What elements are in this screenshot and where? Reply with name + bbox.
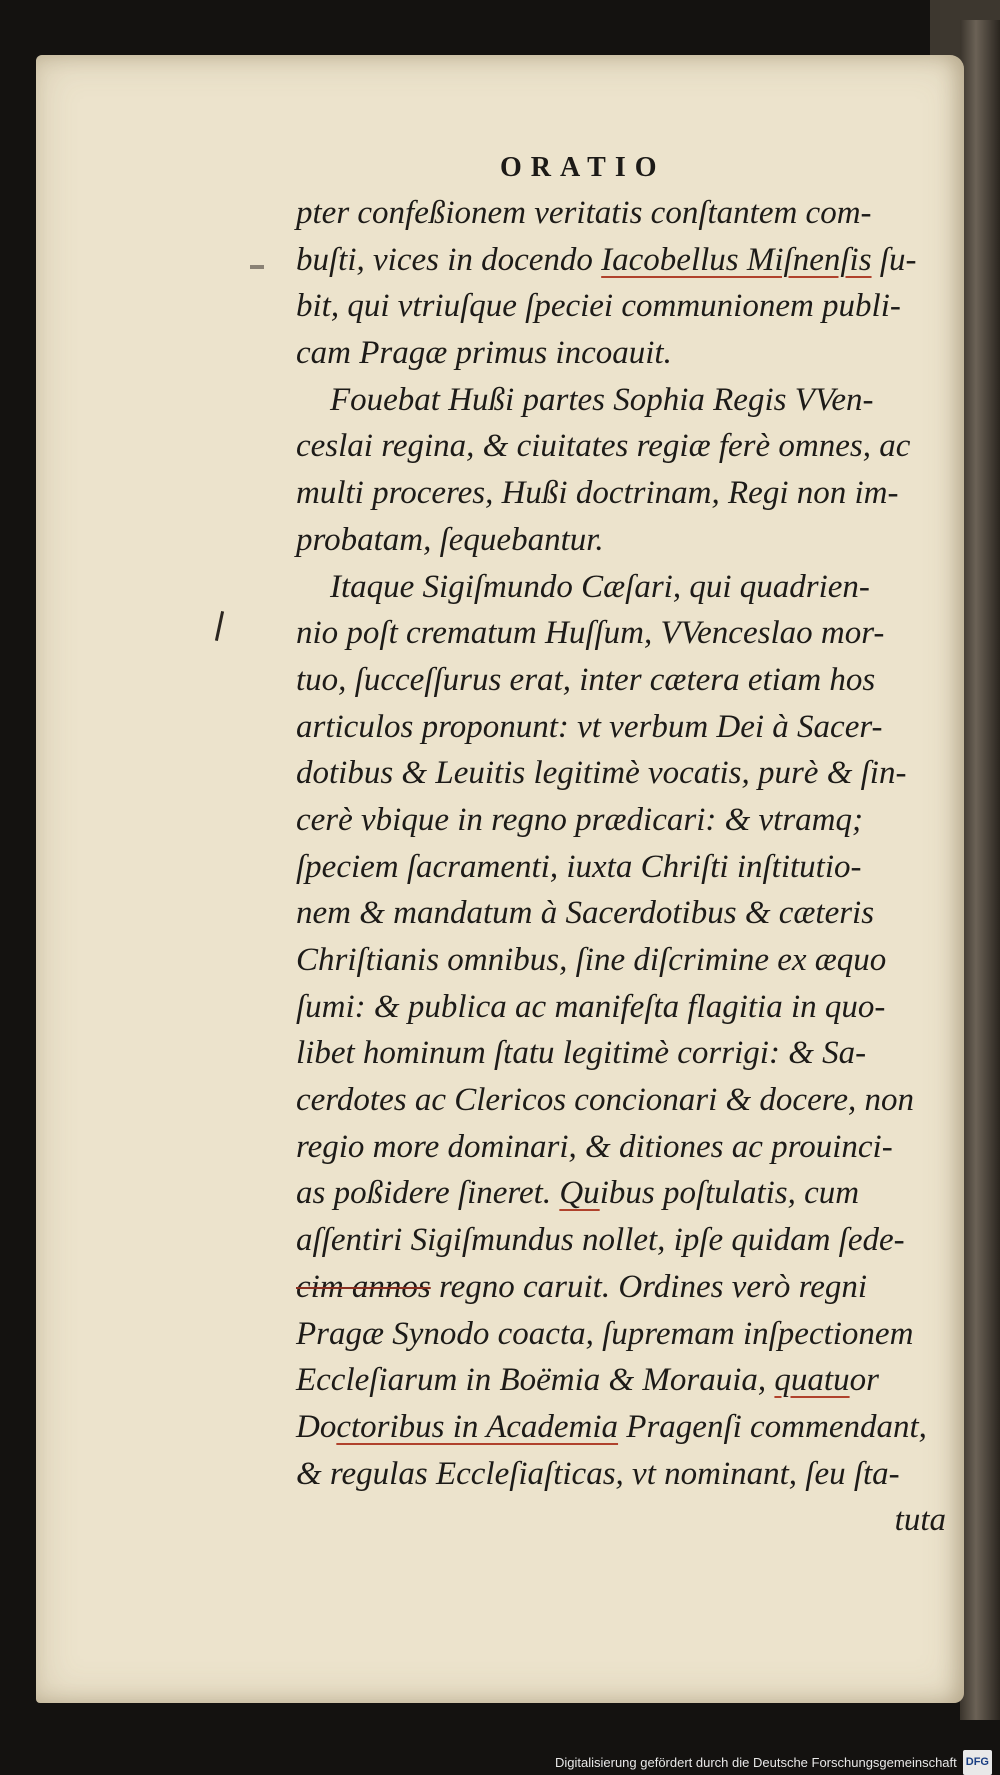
text-span: nem & mandatum à Sacerdotibus & cæteris <box>296 895 875 932</box>
text-line <box>296 283 956 330</box>
text-span: cerdotes ac Clericos concionari & docere, non <box>296 1082 914 1119</box>
text-line <box>296 237 956 284</box>
text-span: or <box>849 1362 879 1399</box>
text-span: ſpeciem ſacramenti, iuxta Chriſti inſtitutio- <box>296 848 862 885</box>
text-line <box>296 750 956 797</box>
text-span: buſti, vices in docendo <box>296 241 602 278</box>
text-line <box>296 657 956 704</box>
text-line <box>296 937 956 984</box>
text-line <box>296 1170 956 1217</box>
text-line <box>296 1497 956 1544</box>
text-line <box>296 984 956 1031</box>
margin-mark-dash <box>250 265 264 269</box>
text-line <box>296 890 956 937</box>
text-line <box>296 1124 956 1171</box>
text-span: & regulas Eccleſiaſticas, vt nominant, ſeu ſta- <box>296 1455 900 1492</box>
text-span: libet hominum ſtatu legitimè corrigi: & Sa- <box>296 1035 867 1072</box>
text-line <box>296 190 956 237</box>
text-span: Pragæ Synodo coacta, ſupremam inſpectionem <box>296 1315 914 1352</box>
underlined-text: ctoribus in Academia <box>336 1408 619 1445</box>
book-spine-edge <box>960 20 1000 1720</box>
text-line <box>296 330 956 377</box>
text-span: Chriſtianis omnibus, ſine diſcrimine ex æquo <box>296 942 887 978</box>
text-span: bit, qui vtriuſque ſpeciei communionem publi- <box>296 288 901 325</box>
text-span: regno caruit. Ordines verò regni <box>430 1268 868 1305</box>
text-line <box>296 423 956 470</box>
text-span: Fouebat Hußi partes Sophia Regis VVen- <box>330 381 874 418</box>
text-span: Do <box>296 1408 337 1445</box>
text-span: aſſentiri Sigiſmundus nollet, ipſe quidam ſede- <box>296 1222 905 1259</box>
dfg-logo: DFG <box>963 1750 992 1775</box>
text-span: Eccleſiarum in Boëmia & Morauia, <box>296 1362 775 1399</box>
text-line <box>296 1217 956 1264</box>
text-span: multi proceres, Hußi doctrinam, Regi non im- <box>296 475 899 512</box>
text-span: Pragenſi commendant, <box>618 1408 927 1445</box>
underlined-text: quatu <box>774 1362 850 1399</box>
struck-text: cim annos <box>296 1268 431 1305</box>
text-line <box>296 564 956 611</box>
text-span: tuta <box>894 1502 946 1539</box>
text-line <box>296 1404 956 1451</box>
text-span: cerè vbique in regno prædicari: & vtramq; <box>296 801 863 838</box>
text-line <box>296 1264 956 1311</box>
text-span: dotibus & Leuitis legitimè vocatis, purè & ſin- <box>296 755 907 792</box>
text-line <box>296 1311 956 1358</box>
text-line <box>296 1357 956 1404</box>
text-line <box>296 1030 956 1077</box>
text-line <box>296 704 956 751</box>
underlined-text: Iacobellus Miſnenſis <box>601 241 872 278</box>
text-span: probatam, ſequebantur. <box>296 521 604 558</box>
text-span: cam Pragæ primus incoauit. <box>296 335 672 372</box>
digitization-footer <box>0 1750 1000 1773</box>
running-head: ORATIO <box>500 152 666 183</box>
text-line <box>296 1077 956 1124</box>
text-span: pter confeßionem veritatis conſtantem com- <box>296 195 872 231</box>
footer-credit-text: Digitalisierung gefördert durch die Deutsche Forschungsgemeinschaft <box>554 1755 957 1771</box>
text-span: ſu- <box>871 241 917 278</box>
text-span: nio poſt crematum Huſſum, VVenceslao mor- <box>296 615 885 652</box>
underlined-text: Qu <box>559 1175 600 1212</box>
text-span: regio more dominari, & ditiones ac prouinci- <box>296 1128 893 1165</box>
text-span: as poßidere ſineret. <box>296 1175 560 1212</box>
text-line <box>296 610 956 657</box>
text-span: tuo, ſucceſſurus erat, inter cætera etiam hos <box>296 661 876 698</box>
text-line <box>296 797 956 844</box>
text-span: Itaque Sigiſmundo Cæſari, qui quadrien- <box>330 568 870 605</box>
text-span: ſumi: & publica ac manifeſta flagitia in quo- <box>296 988 886 1025</box>
text-span: ceslai regina, & ciuitates regiæ ferè omnes, ac <box>296 428 911 465</box>
text-span: ibus poſtulatis, cum <box>599 1175 860 1212</box>
text-line <box>296 517 956 564</box>
text-span: articulos proponunt: vt verbum Dei à Sacer- <box>296 708 883 745</box>
text-line <box>296 844 956 891</box>
page-text-block <box>296 190 956 1544</box>
text-line <box>296 470 956 517</box>
text-line <box>296 377 956 424</box>
text-line <box>296 1451 956 1498</box>
